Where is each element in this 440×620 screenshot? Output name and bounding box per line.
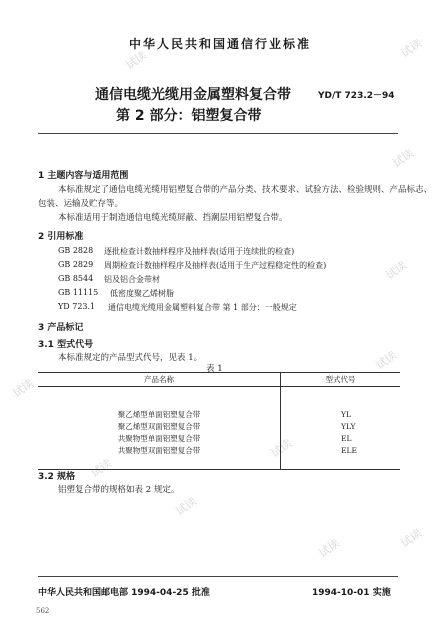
section-3-2-heading: 3.2 规格: [38, 472, 76, 482]
reference-code: GB 2828: [58, 246, 94, 255]
type-code-cell: YL: [341, 410, 351, 419]
table-row: [38, 445, 400, 457]
watermark: 试读: [316, 536, 343, 561]
watermark: 试读: [123, 48, 150, 73]
reference-code: YD 723.1: [58, 302, 96, 311]
product-name-cell: 聚乙烯型单面铝塑复合带: [38, 409, 281, 421]
title-line-1: 通信电缆光缆用金属塑料复合带: [95, 87, 291, 103]
type-code-cell: ELE: [341, 446, 357, 455]
table-row: [38, 409, 400, 421]
table-row: [38, 433, 400, 445]
implementation-date: 1994-10-01 实施: [312, 588, 391, 598]
watermark: 试读: [398, 526, 425, 551]
watermark: 试读: [383, 258, 410, 283]
watermark: 试读: [373, 348, 400, 373]
reference-title: 通信电缆光缆用金属塑料复合带 第 1 部分：一般规定: [108, 303, 297, 312]
reference-code: GB 2829: [58, 260, 94, 269]
section-3-2-text: 铝塑复合带的规格如表 2 规定。: [58, 485, 180, 495]
type-code-cell: YLY: [341, 422, 356, 431]
approval-info: 中华人民共和国邮电部 1994-04-25 批准: [38, 588, 210, 598]
section-3-1-heading: 3.1 型式代号: [38, 340, 94, 350]
section-1-paragraph: 本标准适用于制造通信电缆光缆屏蔽、挡潮层用铝塑复合带。: [58, 213, 288, 223]
product-name-cell: 共聚物型双面铝塑复合带: [38, 445, 281, 457]
watermark: 试读: [88, 456, 115, 481]
table-header-type-code: 型式代号: [281, 373, 401, 387]
watermark: 试读: [173, 494, 200, 519]
section-1-paragraph-line: 包装、运输及贮存等。: [38, 199, 124, 209]
watermark: 试读: [10, 376, 37, 401]
section-3-heading: 3 产品标记: [38, 323, 84, 333]
reference-code: GB 11115: [58, 288, 99, 297]
watermark: 试读: [390, 146, 417, 171]
section-1-paragraph-line: 本标准规定了通信电缆光缆用铝塑复合带的产品分类、技术要求、试验方法、检验规则、产品标志、: [58, 185, 433, 195]
table-row: [38, 421, 400, 433]
reference-title: 铝及铝合金带材: [104, 275, 160, 284]
reference-title: 低密度聚乙烯树脂: [110, 289, 174, 298]
reference-title: 逐批检查计数抽样程序及抽样表(适用于连续批的检查): [104, 247, 295, 256]
product-name-cell: 共聚物型单面铝塑复合带: [38, 433, 281, 445]
section-1-heading: 1 主题内容与适用范围: [38, 171, 129, 181]
reference-code: GB 8544: [58, 274, 94, 283]
watermark: 试读: [398, 36, 425, 61]
standard-number: YD/T 723.2－94: [318, 91, 395, 101]
table-header-product-name: 产品名称: [38, 373, 281, 387]
title-line-2: 第 2 部分：铝塑复合带: [116, 108, 262, 124]
section-3-1-text: 本标准规定的产品型式代号，见表 1。: [58, 353, 203, 363]
footer-divider: [38, 576, 398, 577]
page-header: 中华人民共和国通信行业标准: [128, 37, 311, 51]
watermark: 试读: [268, 436, 295, 461]
type-code-cell: EL: [341, 434, 352, 443]
product-name-cell: 聚乙烯型双面铝塑复合带: [38, 421, 281, 433]
section-2-heading: 2 引用标准: [38, 232, 84, 242]
product-type-table: [38, 372, 400, 470]
page-number: 562: [36, 607, 50, 615]
reference-title: 周期检查计数抽样程序及抽样表(适用于生产过程稳定性的检查): [104, 261, 327, 270]
table-caption: 表 1: [206, 364, 223, 374]
top-divider: [38, 133, 398, 134]
